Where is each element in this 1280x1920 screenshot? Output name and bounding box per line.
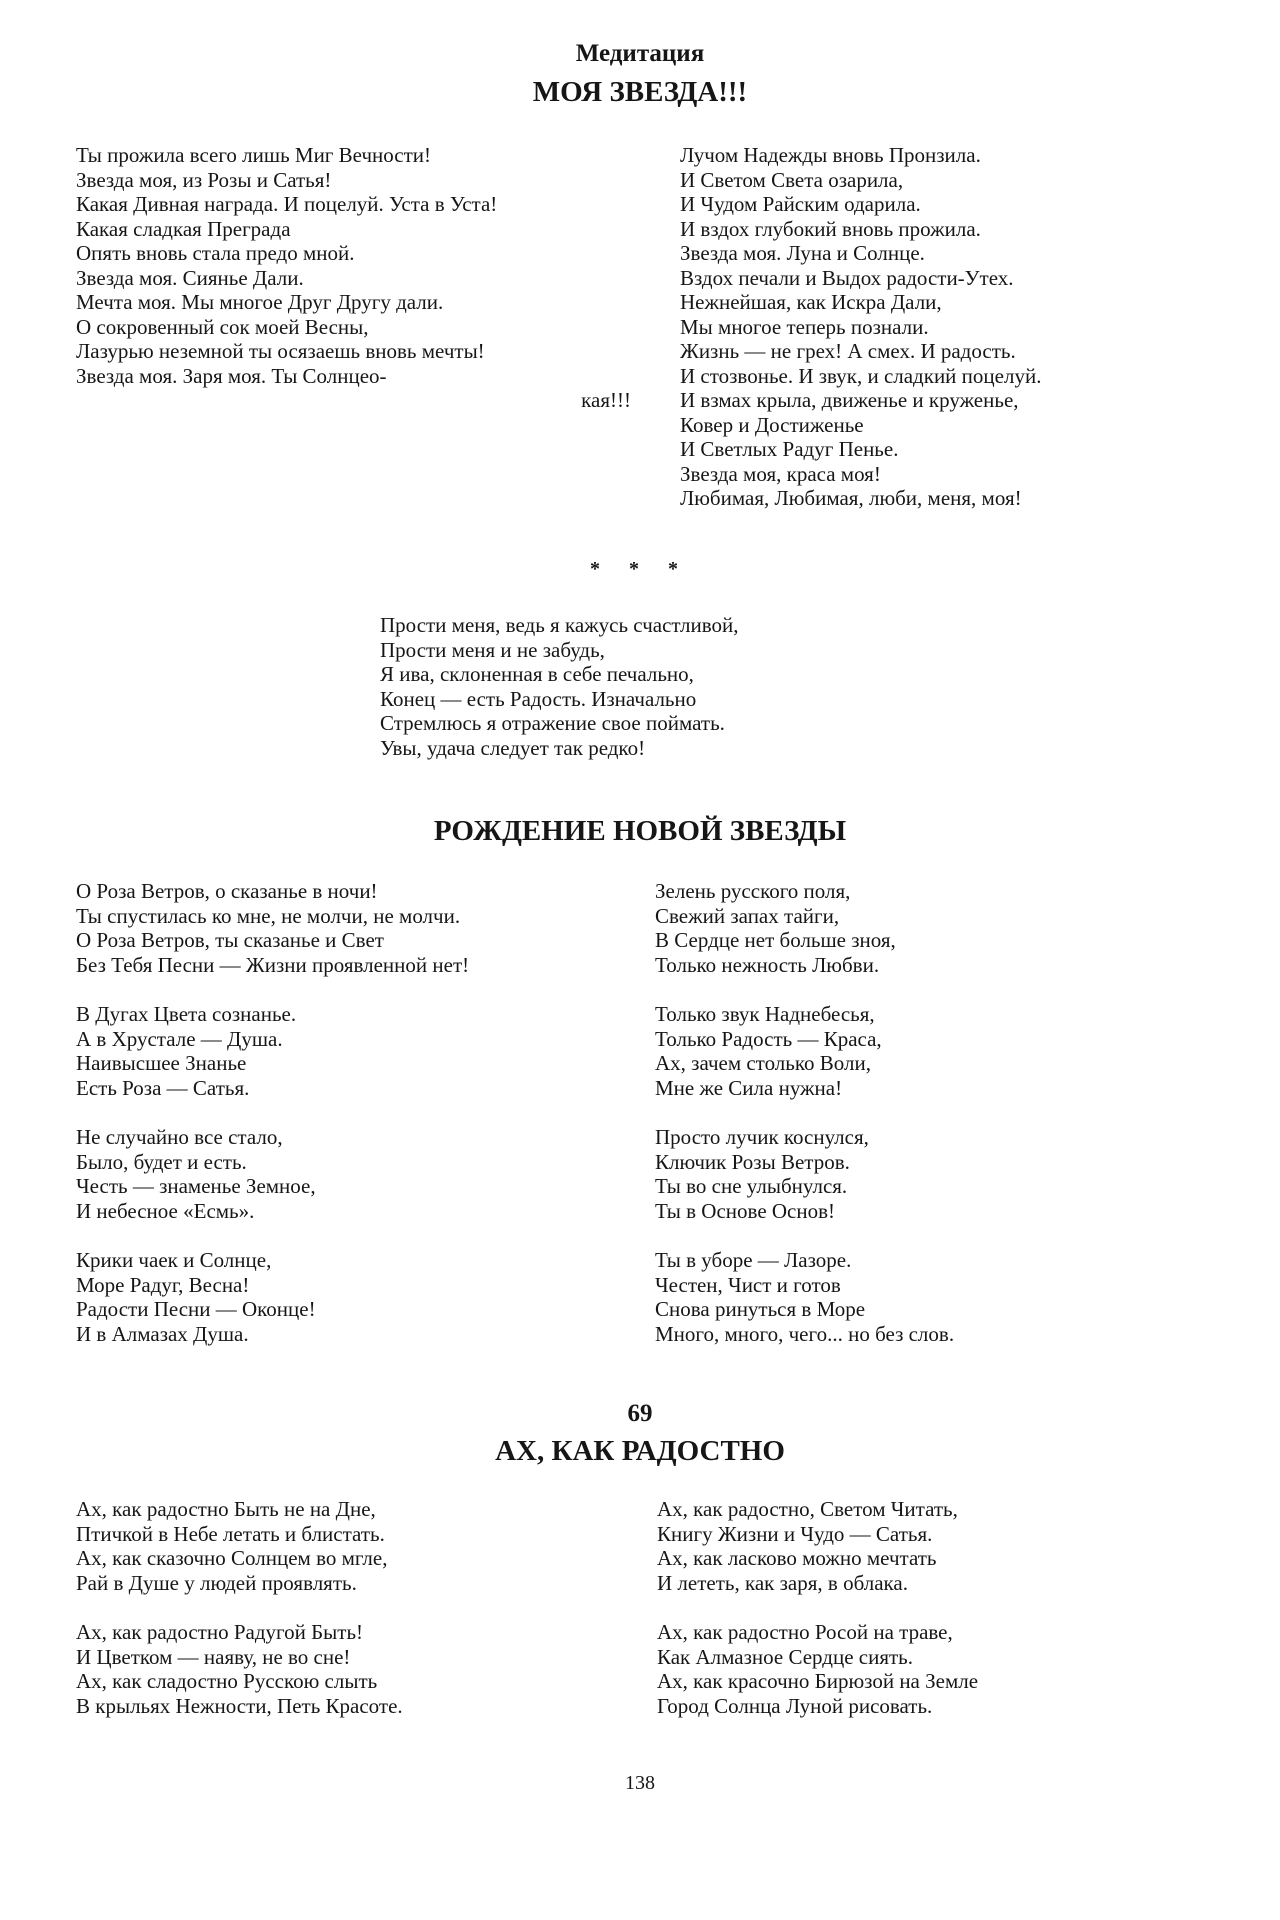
verse-line: Лазурью неземной ты осязаешь вновь мечты! [76, 339, 485, 363]
verse-line: И небесное «Есмь». [76, 1198, 255, 1223]
stanza [76, 1620, 646, 1718]
verse-line: И Светлых Радуг Пенье. [680, 437, 899, 461]
verse-line: Честь — знаменье Земное, [76, 1174, 316, 1198]
poem-subtitle: Медитация [575, 40, 705, 67]
verse-line: И взмах крыла, движенье и круженье, [680, 388, 1019, 412]
poem-title: МОЯ ЗВЕЗДА!!! [532, 76, 748, 108]
verse-line: Море Радуг, Весна! [76, 1272, 250, 1297]
poem-title: РОЖДЕНИЕ НОВОЙ ЗВЕЗДЫ [433, 815, 847, 847]
verse-line: Ах, зачем столько Воли, [655, 1051, 871, 1075]
verse-line: Книгу Жизни и Чудо — Сатья. [657, 1521, 933, 1546]
page-number: 138 [625, 1772, 655, 1794]
stanza [76, 1002, 646, 1100]
poem-1-left-column [76, 143, 646, 413]
verse-line: И стозвонье. И звук, и сладкий поцелуй. [680, 363, 1042, 388]
verse-line: Просто лучик коснулся, [655, 1125, 869, 1149]
verse-line: Ты во сне улыбнулся. [655, 1174, 848, 1198]
verse-line: Я ива, склоненная в себе печально, [380, 662, 694, 686]
verse-line: Ты спустилась ко мне, не молчи, не молчи. [76, 903, 461, 928]
verse-line: Ты в уборе — Лазоре. [655, 1248, 852, 1272]
verse-line: Жизнь — не грех! А смех. И радость. [680, 339, 1016, 363]
stanza [655, 1002, 1215, 1100]
verse-line: Прости меня, ведь я кажусь счастливой, [380, 613, 739, 637]
verse-line: Стремлюсь я отражение свое поймать. [380, 711, 725, 735]
stanza [76, 879, 646, 977]
stanza [76, 1248, 646, 1346]
poem-1-right-column [680, 143, 1200, 511]
verse-line: Ах, как радостно Быть не на Дне, [76, 1497, 376, 1521]
verse-line: Без Тебя Песни — Жизни проявленной нет! [76, 952, 470, 977]
verse-line: Свежий запах тайги, [655, 903, 840, 928]
verse-line: Звезда моя, краса моя! [680, 461, 881, 486]
poem-3-left-column [76, 879, 646, 1346]
verse-line: Звезда моя. Сиянье Дали. [76, 265, 304, 290]
poem-3-right-column [655, 879, 1215, 1346]
poem-number: 69 [627, 1400, 653, 1427]
verse-line: Только Радость — Краса, [655, 1026, 882, 1051]
verse-line: Много, много, чего... но без слов. [655, 1321, 955, 1346]
verse-line: Радости Песни — Оконце! [76, 1297, 316, 1321]
stanza [655, 879, 1215, 977]
verse-line: Звезда моя. Луна и Солнце. [680, 241, 925, 265]
verse-line: О Роза Ветров, ты сказанье и Свет [76, 928, 384, 952]
verse-line: Ты прожила всего лишь Миг Вечности! [76, 143, 432, 167]
verse-line: Ты в Основе Основ! [655, 1198, 836, 1223]
verse-line: Ах, как радостно Росой на траве, [657, 1620, 953, 1644]
verse-line: Есть Роза — Сатья. [76, 1075, 250, 1100]
verse-line: В Дугах Цвета сознанье. [76, 1002, 297, 1026]
verse-line: Крики чаек и Солнце, [76, 1248, 272, 1272]
verse-line: Только звук Наднебесья, [655, 1002, 875, 1026]
verse-line: Ах, как ласково можно мечтать [657, 1546, 937, 1570]
verse-line: Лучом Надежды вновь Пронзила. [680, 143, 981, 167]
verse-line: Птичкой в Небе летать и блистать. [76, 1521, 385, 1546]
verse-line: И Светом Света озарила, [680, 167, 904, 192]
verse-line: Ах, как радостно Радугой Быть! [76, 1620, 364, 1644]
stanza [76, 1497, 646, 1595]
verse-line: Ковер и Достиженье [680, 412, 864, 437]
verse-line: Снова ринуться в Море [655, 1297, 866, 1321]
verse-line: кая!!! [581, 388, 631, 412]
verse-line: Какая сладкая Преграда [76, 216, 291, 241]
verse-line: Рай в Душе у людей проявлять. [76, 1570, 357, 1595]
verse-line: О сокровенный сок моей Весны, [76, 314, 369, 339]
stanza [76, 1125, 646, 1223]
verse-line: Мне же Сила нужна! [655, 1075, 843, 1100]
stanza [655, 1125, 1215, 1223]
verse-line: Наивысшее Знанье [76, 1051, 247, 1075]
verse-line: Нежнейшая, как Искра Дали, [680, 290, 942, 314]
stanza [657, 1620, 1217, 1718]
verse-line: А в Хрустале — Душа. [76, 1026, 283, 1051]
stanza [655, 1248, 1215, 1346]
verse-line: Город Солнца Луной рисовать. [657, 1693, 933, 1718]
verse-line: Какая Дивная награда. И поцелуй. Уста в Уста! [76, 192, 498, 216]
verse-line: И вздох глубокий вновь прожила. [680, 216, 981, 241]
verse-line: Прости меня и не забудь, [380, 637, 605, 662]
verse-line: Не случайно все стало, [76, 1125, 283, 1149]
verse-line: Ах, как сказочно Солнцем во мгле, [76, 1546, 388, 1570]
verse-line: Звезда моя, из Розы и Сатья! [76, 167, 332, 192]
verse-line: Мечта моя. Мы многое Друг Другу дали. [76, 290, 444, 314]
verse-line: Мы многое теперь познали. [680, 314, 929, 339]
verse-line: В крыльях Нежности, Петь Красоте. [76, 1693, 403, 1718]
verse-line: Опять вновь стала предо мной. [76, 241, 355, 265]
verse-line: Увы, удача следует так редко! [380, 735, 646, 760]
verse-line: И Чудом Райским одарила. [680, 192, 921, 216]
stanza [657, 1497, 1217, 1595]
verse-line: Ах, как радостно, Светом Читать, [657, 1497, 958, 1521]
poem-4-right-column [657, 1497, 1217, 1718]
poem-4-left-column [76, 1497, 646, 1718]
verse-line: И Цветком — наяву, не во сне! [76, 1644, 351, 1669]
verse-line: Честен, Чист и готов [655, 1272, 841, 1297]
verse-line: Ах, как сладостно Русскою слыть [76, 1669, 378, 1693]
verse-line: Только нежность Любви. [655, 952, 880, 977]
verse-line: Звезда моя. Заря моя. Ты Солнцео- [76, 363, 387, 388]
verse-line: Ах, как красочно Бирюзой на Земле [657, 1669, 979, 1693]
verse-line: Вздох печали и Выдох радости-Утех. [680, 265, 1014, 290]
verse-line: Как Алмазное Сердце сиять. [657, 1644, 913, 1669]
verse-line: Любимая, Любимая, люби, меня, моя! [680, 486, 1022, 510]
verse-line: Ключик Розы Ветров. [655, 1149, 850, 1174]
verse-line: О Роза Ветров, о сказанье в ночи! [76, 879, 378, 903]
verse-line: Зелень русского поля, [655, 879, 851, 903]
verse-line: И лететь, как заря, в облака. [657, 1570, 908, 1595]
verse-line: Было, будет и есть. [76, 1149, 247, 1174]
verse-line: И в Алмазах Душа. [76, 1321, 249, 1346]
poem-2-text [380, 613, 940, 760]
verse-line: В Сердце нет больше зноя, [655, 928, 896, 952]
section-separator: * * * [590, 558, 690, 580]
verse-line: Конец — есть Радость. Изначально [380, 686, 697, 711]
poem-title: АХ, КАК РАДОСТНО [495, 1435, 785, 1467]
